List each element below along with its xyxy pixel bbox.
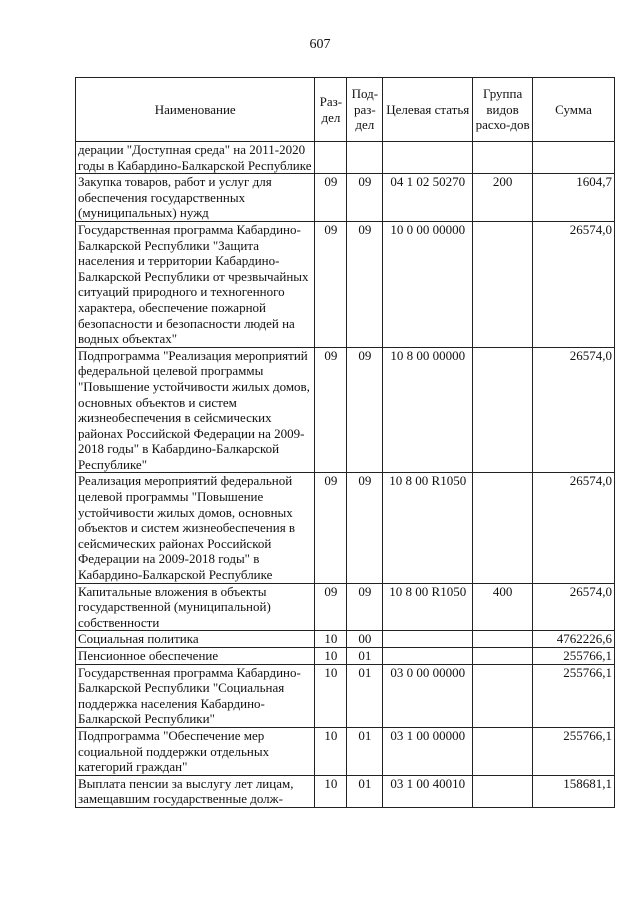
row-group xyxy=(473,727,533,775)
row-target: 10 8 00 R1050 xyxy=(383,473,473,583)
row-group xyxy=(473,142,533,174)
row-subsection xyxy=(347,142,383,174)
row-name: Государственная программа Кабардино-Балкарской Республики "Защита населения и территории Кабардино-Балкарской Республики от чрезвычайных ситуаций природного и техногенного характера, обеспечение пожарной безопасности и безопасности людей на водных объектах" xyxy=(76,221,315,347)
row-section: 10 xyxy=(315,775,347,807)
row-name: Выплата пенсии за выслугу лет лицам, замещавшим государственные долж- xyxy=(76,775,315,807)
row-name: Социальная политика xyxy=(76,631,315,648)
row-target: 03 1 00 00000 xyxy=(383,727,473,775)
row-sum: 158681,1 xyxy=(533,775,615,807)
header-subsection: Под-раз-дел xyxy=(347,78,383,142)
row-name: Пенсионное обеспечение xyxy=(76,648,315,665)
row-group xyxy=(473,221,533,347)
row-target: 03 0 00 00000 xyxy=(383,664,473,727)
row-group xyxy=(473,631,533,648)
table-row xyxy=(76,142,615,174)
header-name: Наименование xyxy=(76,78,315,142)
row-sum: 26574,0 xyxy=(533,583,615,631)
table-row xyxy=(76,583,615,631)
row-group xyxy=(473,775,533,807)
row-subsection: 09 xyxy=(347,174,383,222)
row-target xyxy=(383,142,473,174)
row-sum: 26574,0 xyxy=(533,473,615,583)
row-name: Реализация мероприятий федеральной целевой программы "Повышение устойчивости жилых домов, основных объектов и систем жизнеобеспечения в сейсмических районах Российской Федерации на 2009-2018 годы" в Кабардино-Балкарской Республике xyxy=(76,473,315,583)
row-subsection: 09 xyxy=(347,347,383,473)
row-section: 09 xyxy=(315,347,347,473)
row-name: Подпрограмма "Обеспечение мер социальной поддержки отдельных категорий граждан" xyxy=(76,727,315,775)
row-group xyxy=(473,664,533,727)
table-row xyxy=(76,347,615,473)
row-group: 200 xyxy=(473,174,533,222)
row-target: 03 1 00 40010 xyxy=(383,775,473,807)
row-name: Государственная программа Кабардино-Балкарской Республики "Социальная поддержка населения Кабардино-Балкарской Республики" xyxy=(76,664,315,727)
header-section: Раз-дел xyxy=(315,78,347,142)
row-target xyxy=(383,648,473,665)
row-subsection: 01 xyxy=(347,727,383,775)
row-section: 10 xyxy=(315,664,347,727)
row-subsection: 00 xyxy=(347,631,383,648)
row-group xyxy=(473,347,533,473)
row-section: 09 xyxy=(315,174,347,222)
row-subsection: 01 xyxy=(347,648,383,665)
table-row xyxy=(76,727,615,775)
row-section xyxy=(315,142,347,174)
row-section: 10 xyxy=(315,631,347,648)
row-target: 10 8 00 R1050 xyxy=(383,583,473,631)
row-name: Подпрограмма "Реализация мероприятий федеральной целевой программы "Повышение устойчивости жилых домов, основных объектов и систем жизнеобеспечения в сейсмических районах Российской Федерации на 2009-2018 годы" в Кабардино-Балкарской Республике" xyxy=(76,347,315,473)
row-sum: 255766,1 xyxy=(533,664,615,727)
row-subsection: 09 xyxy=(347,583,383,631)
row-section: 10 xyxy=(315,727,347,775)
row-section: 09 xyxy=(315,473,347,583)
page-number: 607 xyxy=(309,37,331,52)
table-body xyxy=(76,142,615,808)
row-sum: 255766,1 xyxy=(533,648,615,665)
row-sum: 4762226,6 xyxy=(533,631,615,648)
row-sum xyxy=(533,142,615,174)
header-sum: Сумма xyxy=(533,78,615,142)
row-name: Закупка товаров, работ и услуг для обеспечения государственных (муниципальных) нужд xyxy=(76,174,315,222)
row-sum: 255766,1 xyxy=(533,727,615,775)
row-section: 09 xyxy=(315,583,347,631)
row-subsection: 09 xyxy=(347,473,383,583)
row-name: дерации "Доступная среда" на 2011-2020 годы в Кабардино-Балкарской Республике xyxy=(76,142,315,174)
row-section: 09 xyxy=(315,221,347,347)
row-sum: 1604,7 xyxy=(533,174,615,222)
header-target: Целевая статья xyxy=(383,78,473,142)
row-name: Капитальные вложения в объекты государственной (муниципальной) собственности xyxy=(76,583,315,631)
budget-table xyxy=(75,77,615,808)
row-sum: 26574,0 xyxy=(533,347,615,473)
table-row xyxy=(76,631,615,648)
table-row xyxy=(76,221,615,347)
row-subsection: 01 xyxy=(347,775,383,807)
header-group: Группа видов расхо-дов xyxy=(473,78,533,142)
table-row xyxy=(76,664,615,727)
table-row xyxy=(76,473,615,583)
table-row xyxy=(76,775,615,807)
table-header-row xyxy=(76,78,615,142)
table-row xyxy=(76,174,615,222)
row-target: 10 8 00 00000 xyxy=(383,347,473,473)
row-group xyxy=(473,648,533,665)
table-row xyxy=(76,648,615,665)
row-group xyxy=(473,473,533,583)
row-group: 400 xyxy=(473,583,533,631)
row-target: 04 1 02 50270 xyxy=(383,174,473,222)
row-section: 10 xyxy=(315,648,347,665)
row-target xyxy=(383,631,473,648)
row-sum: 26574,0 xyxy=(533,221,615,347)
row-subsection: 09 xyxy=(347,221,383,347)
row-target: 10 0 00 00000 xyxy=(383,221,473,347)
row-subsection: 01 xyxy=(347,664,383,727)
